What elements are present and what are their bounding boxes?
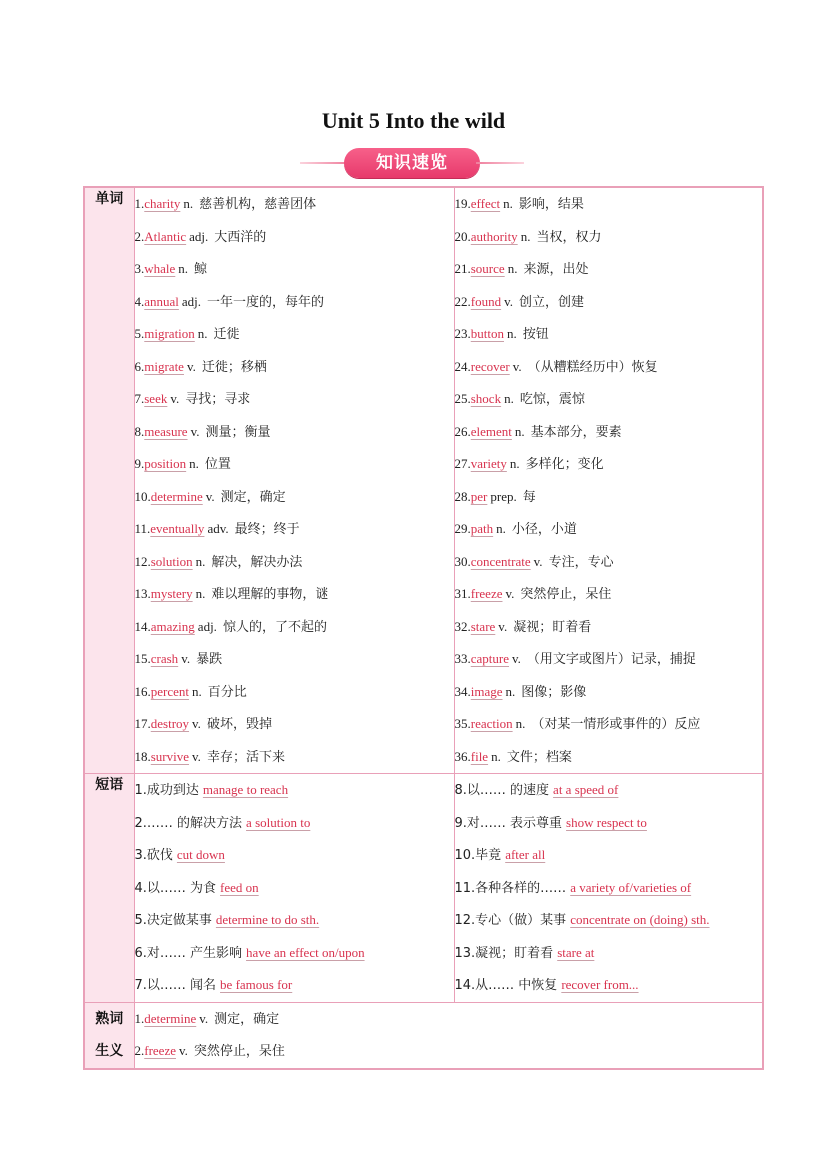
- definition: 测定，确定: [214, 1011, 280, 1027]
- phrase-prompt: 4.以…… 为食: [134, 880, 217, 896]
- entry-number: 12.: [134, 553, 151, 569]
- entry-number: 19.: [454, 196, 471, 211]
- vocab-entry: [135, 643, 454, 676]
- phrase-entry: [135, 807, 454, 840]
- part-of-speech: n.: [514, 423, 525, 439]
- vocab-word: path: [470, 521, 494, 536]
- vocab-word: whale: [144, 261, 176, 276]
- vocab-word: concentrate: [470, 553, 531, 569]
- vocab-word: found: [470, 293, 502, 309]
- vocab-entry: [135, 221, 454, 254]
- part-of-speech: n.: [503, 196, 513, 211]
- phrase-entry: [455, 839, 763, 872]
- section-banner: [300, 148, 524, 178]
- part-of-speech: adj.: [181, 293, 202, 309]
- part-of-speech: v.: [192, 748, 201, 764]
- entry-number: 2.: [134, 228, 145, 244]
- vocab-word: amazing: [150, 618, 195, 634]
- phrase-prompt: 6.对…… 产生影响: [134, 945, 243, 961]
- vocab-word: annual: [144, 293, 179, 309]
- entry-number: 29.: [454, 521, 471, 536]
- phrase-answer: a variety of/varieties of: [570, 879, 692, 895]
- part-of-speech: n.: [491, 748, 501, 764]
- vocab-word: button: [470, 326, 504, 341]
- vocab-word: authority: [470, 228, 518, 244]
- definition: 位置: [204, 457, 231, 472]
- vocab-word: migration: [144, 326, 195, 341]
- entry-number: 28.: [454, 488, 471, 504]
- entry-number: 17.: [134, 716, 151, 731]
- phrases-column-left: [134, 774, 454, 1003]
- vocab-word: seek: [144, 391, 168, 406]
- entry-number: 7.: [134, 391, 145, 406]
- entry-number: 24.: [454, 358, 471, 374]
- entry-number: 21.: [454, 261, 471, 276]
- definition: 暴跌: [196, 652, 223, 667]
- phrase-prompt: 13.凝视；盯着看: [454, 945, 554, 961]
- words-column-left: [134, 187, 454, 774]
- part-of-speech: v.: [186, 358, 196, 374]
- vocab-entry: [455, 741, 763, 774]
- definition: 测量；衡量: [205, 424, 271, 440]
- entry-number: 1.: [134, 196, 145, 211]
- part-of-speech: v.: [512, 651, 521, 666]
- vocab-word: crash: [150, 651, 179, 666]
- definition: 迁徙: [213, 327, 240, 342]
- phrase-answer: determine to do sth.: [215, 912, 320, 927]
- part-of-speech: n.: [506, 326, 517, 341]
- entry-number: 14.: [134, 618, 151, 634]
- vocab-entry: [135, 1035, 763, 1068]
- phrase-prompt: 9.对…… 表示尊重: [454, 815, 563, 831]
- entry-number: 22.: [454, 293, 471, 309]
- definition: 慈善机构，慈善团体: [199, 197, 317, 212]
- part-of-speech: v.: [192, 716, 201, 731]
- entry-number: 33.: [454, 651, 471, 666]
- vocab-word: variety: [470, 456, 507, 471]
- phrase-prompt: 14.从…… 中恢复: [454, 978, 558, 993]
- phrase-entry: [455, 774, 763, 807]
- definition: 影响，结果: [518, 197, 584, 212]
- definition: 按钮: [522, 327, 549, 342]
- entry-number: 34.: [454, 683, 471, 699]
- entry-number: 36.: [454, 748, 471, 764]
- section-label-words: 单词: [84, 187, 134, 774]
- definition: 专注，专心: [548, 554, 614, 570]
- vocab-entry: [135, 383, 454, 416]
- vocab-word: solution: [150, 553, 193, 569]
- vocab-entry: [455, 351, 763, 384]
- vocab-entry: [455, 221, 763, 254]
- vocab-entry: [135, 513, 454, 546]
- part-of-speech: v.: [170, 391, 180, 406]
- phrase-entry: [135, 904, 454, 937]
- phrase-answer: after all: [505, 847, 546, 862]
- part-of-speech: v.: [505, 586, 515, 601]
- vocab-word: image: [470, 683, 503, 699]
- phrase-entry: [455, 807, 763, 840]
- vocab-entry: [135, 416, 454, 449]
- part-of-speech: adv.: [207, 521, 229, 536]
- part-of-speech: v.: [498, 618, 508, 634]
- vocab-word: capture: [470, 651, 510, 666]
- vocab-entry: [135, 448, 454, 481]
- definition: 测定，确定: [220, 489, 286, 505]
- vocab-word: shock: [470, 391, 502, 406]
- vocab-word: source: [470, 261, 505, 276]
- phrase-prompt: 3.砍伐: [134, 848, 173, 863]
- vocab-entry: [135, 546, 454, 579]
- entry-number: 23.: [454, 326, 471, 341]
- entry-number: 2.: [134, 1043, 145, 1058]
- phrase-entry: [135, 839, 454, 872]
- definition: 难以理解的事物，谜: [211, 587, 329, 602]
- banner-line-right: [476, 162, 524, 164]
- definition: 来源，出处: [523, 262, 589, 277]
- section-label-familiar: 熟词 生义: [84, 1002, 134, 1069]
- vocab-word: Atlantic: [144, 228, 187, 244]
- phrase-prompt: 7.以…… 闻名: [134, 978, 217, 993]
- entry-number: 16.: [134, 683, 151, 699]
- entry-number: 20.: [454, 228, 471, 244]
- vocab-word: determine: [144, 1010, 197, 1026]
- vocab-entry: [135, 708, 454, 741]
- vocab-word: stare: [470, 618, 496, 634]
- part-of-speech: adj.: [197, 618, 217, 634]
- part-of-speech: v.: [199, 1010, 209, 1026]
- banner-line-left: [300, 162, 348, 164]
- entry-number: 3.: [134, 261, 145, 276]
- part-of-speech: n.: [515, 716, 526, 731]
- vocab-entry: [135, 676, 454, 709]
- definition: 文件；档案: [506, 749, 572, 765]
- entry-number: 18.: [134, 748, 151, 764]
- vocab-entry: [135, 188, 454, 221]
- vocab-entry: [455, 676, 763, 709]
- vocab-entry: [135, 741, 454, 774]
- part-of-speech: v.: [205, 488, 215, 504]
- entry-number: 30.: [454, 553, 471, 569]
- words-column-right: [454, 187, 763, 774]
- definition: 吃惊，震惊: [519, 392, 585, 407]
- vocab-word: measure: [144, 423, 188, 439]
- entry-number: 25.: [454, 391, 471, 406]
- entry-number: 26.: [454, 423, 471, 439]
- vocab-word: eventually: [150, 521, 205, 536]
- vocab-entry: [455, 383, 763, 416]
- vocab-word: element: [470, 423, 512, 439]
- entry-number: 35.: [454, 716, 471, 731]
- definition: 寻找；寻求: [185, 392, 251, 407]
- entry-number: 31.: [454, 586, 471, 601]
- entry-number: 13.: [134, 586, 151, 601]
- vocab-entry: [455, 578, 763, 611]
- definition: 小径，小道: [511, 522, 577, 537]
- part-of-speech: n.: [507, 261, 518, 276]
- phrase-entry: [455, 904, 763, 937]
- vocab-entry: [455, 546, 763, 579]
- definition: 解决，解决办法: [211, 554, 303, 570]
- vocab-entry: [135, 1003, 763, 1036]
- vocab-word: determine: [150, 488, 203, 504]
- vocab-word: effect: [470, 196, 501, 211]
- vocab-entry: [135, 253, 454, 286]
- vocab-entry: [455, 513, 763, 546]
- phrase-prompt: 12.专心（做）某事: [454, 913, 567, 928]
- vocab-word: recover: [470, 358, 510, 374]
- part-of-speech: adj.: [189, 228, 209, 244]
- vocab-word: percent: [150, 683, 190, 699]
- definition: 当权，权力: [536, 229, 602, 245]
- vocab-entry: [455, 643, 763, 676]
- definition: 大西洋的: [214, 229, 267, 245]
- part-of-speech: n.: [178, 261, 189, 276]
- vocab-word: mystery: [150, 586, 193, 601]
- definition: 创立，创建: [519, 294, 585, 310]
- phrase-answer: be famous for: [220, 977, 293, 992]
- vocab-entry: [455, 318, 763, 351]
- definition: （从糟糕经历中）恢复: [527, 359, 658, 375]
- part-of-speech: n.: [183, 196, 194, 211]
- phrase-prompt: 1.成功到达: [134, 783, 199, 798]
- vocab-entry: [455, 481, 763, 514]
- phrase-entry: [455, 937, 763, 970]
- vocab-entry: [135, 611, 454, 644]
- vocab-word: file: [470, 748, 489, 764]
- phrase-entry: [135, 969, 454, 1002]
- phrase-answer: cut down: [176, 847, 225, 862]
- part-of-speech: v.: [181, 651, 191, 666]
- entry-number: 10.: [134, 488, 151, 504]
- entry-number: 8.: [134, 423, 145, 439]
- phrase-answer: recover from...: [561, 977, 639, 992]
- definition: 每: [522, 489, 536, 505]
- part-of-speech: n.: [195, 553, 206, 569]
- banner-label: 知识速览: [344, 148, 480, 178]
- part-of-speech: n.: [520, 228, 531, 244]
- vocab-word: freeze: [470, 586, 503, 601]
- definition: 鲸: [194, 262, 208, 277]
- phrases-column-right: [454, 774, 763, 1003]
- phrase-prompt: 5.决定做某事: [134, 913, 212, 928]
- vocab-word: per: [470, 488, 488, 504]
- vocab-entry: [455, 708, 763, 741]
- vocab-word: reaction: [470, 716, 513, 731]
- definition: 图像；影像: [521, 684, 587, 700]
- familiar-column: [134, 1002, 763, 1069]
- vocabulary-table: [83, 186, 764, 1070]
- phrase-answer: feed on: [220, 879, 259, 895]
- vocab-word: charity: [144, 196, 181, 211]
- phrase-answer: stare at: [557, 944, 595, 960]
- definition: （用文字或图片）记录，捕捉: [526, 652, 696, 667]
- entry-number: 4.: [134, 293, 145, 309]
- vocab-entry: [135, 286, 454, 319]
- section-label-phrases: 短语: [84, 774, 134, 1003]
- vocab-entry: [455, 286, 763, 319]
- part-of-speech: n.: [195, 586, 206, 601]
- entry-number: 9.: [134, 456, 145, 471]
- vocab-entry: [455, 416, 763, 449]
- phrase-entry: [135, 774, 454, 807]
- vocab-word: position: [144, 456, 187, 471]
- part-of-speech: v.: [190, 423, 200, 439]
- definition: 多样化；变化: [525, 457, 604, 472]
- entry-number: 15.: [134, 651, 151, 666]
- phrase-entry: [135, 937, 454, 970]
- definition: 迁徙；移栖: [201, 359, 267, 375]
- phrase-entry: [455, 969, 763, 1002]
- vocab-word: survive: [150, 748, 190, 764]
- phrase-answer: a solution to: [246, 814, 311, 830]
- definition: 幸存；活下来: [206, 749, 285, 765]
- definition: 惊人的，了不起的: [222, 619, 327, 635]
- vocab-word: destroy: [150, 716, 190, 731]
- part-of-speech: v.: [512, 358, 522, 374]
- definition: 突然停止，呆住: [193, 1044, 285, 1059]
- familiar-section: [84, 1002, 763, 1069]
- vocab-word: migrate: [144, 358, 184, 374]
- definition: 突然停止，呆住: [520, 587, 612, 602]
- part-of-speech: v.: [179, 1043, 188, 1058]
- phrase-answer: have an effect on/upon: [246, 944, 365, 960]
- definition: 破坏，毁掉: [206, 717, 272, 732]
- vocab-entry: [135, 351, 454, 384]
- part-of-speech: n.: [496, 521, 506, 536]
- entry-number: 5.: [134, 326, 145, 341]
- phrase-answer: manage to reach: [202, 782, 289, 797]
- definition: 最终；终于: [234, 522, 300, 537]
- vocab-entry: [455, 253, 763, 286]
- part-of-speech: v.: [533, 553, 543, 569]
- phrases-section: [84, 774, 763, 1003]
- phrase-answer: concentrate on (doing) sth.: [570, 912, 710, 927]
- phrase-prompt: 11.各种各样的……: [454, 880, 567, 896]
- vocab-entry: [135, 578, 454, 611]
- phrase-prompt: 8.以…… 的速度: [454, 783, 550, 798]
- definition: （对某一情形或事件的）反应: [531, 717, 701, 732]
- page-title: Unit 5 Into the wild: [321, 108, 506, 133]
- entry-number: 6.: [134, 358, 145, 374]
- entry-number: 1.: [134, 1010, 145, 1026]
- part-of-speech: v.: [504, 293, 513, 309]
- definition: 一年一度的，每年的: [207, 294, 325, 310]
- definition: 凝视；盯着看: [513, 619, 592, 635]
- phrase-prompt: 10.毕竟: [454, 848, 502, 863]
- part-of-speech: prep.: [490, 488, 517, 504]
- part-of-speech: n.: [197, 326, 208, 341]
- phrase-answer: show respect to: [566, 814, 647, 830]
- phrase-entry: [455, 872, 763, 905]
- phrase-prompt: 2.…… 的解决方法: [134, 815, 243, 831]
- part-of-speech: n.: [189, 456, 199, 471]
- entry-number: 11.: [134, 521, 151, 536]
- vocab-entry: [455, 188, 763, 221]
- part-of-speech: n.: [509, 456, 520, 471]
- vocab-entry: [135, 318, 454, 351]
- entry-number: 32.: [454, 618, 471, 634]
- entry-number: 27.: [454, 456, 471, 471]
- vocab-word: freeze: [144, 1043, 176, 1058]
- phrase-answer: at a speed of: [553, 782, 619, 797]
- part-of-speech: n.: [504, 391, 514, 406]
- part-of-speech: n.: [505, 683, 516, 699]
- part-of-speech: n.: [192, 683, 202, 699]
- phrase-entry: [135, 872, 454, 905]
- vocab-entry: [455, 448, 763, 481]
- definition: 百分比: [207, 684, 247, 700]
- vocab-entry: [455, 611, 763, 644]
- vocab-entry: [135, 481, 454, 514]
- definition: 基本部分，要素: [530, 424, 622, 440]
- words-section: [84, 187, 763, 774]
